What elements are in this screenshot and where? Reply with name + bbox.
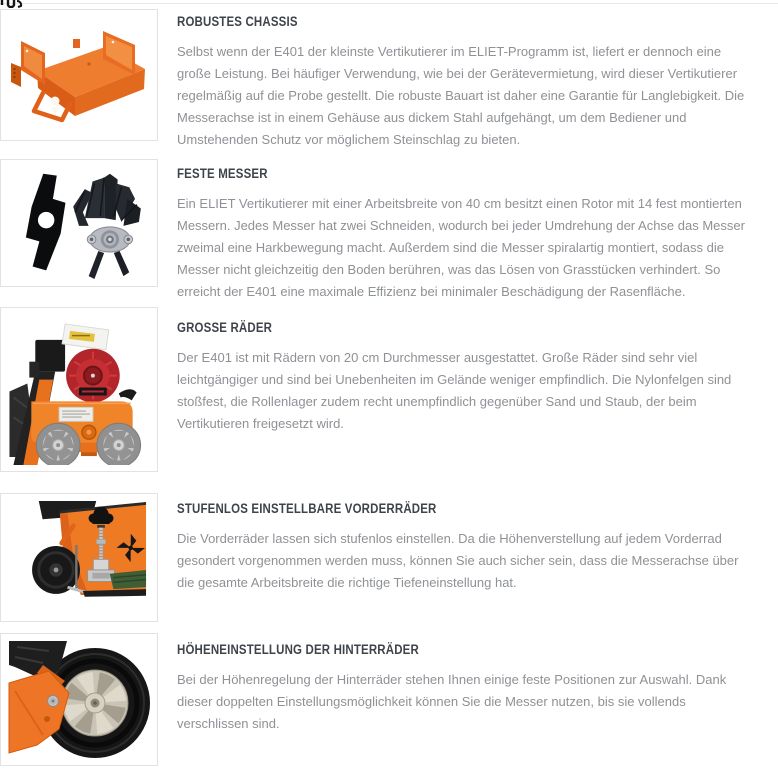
rotor-assembly xyxy=(73,174,141,279)
chassis-illustration xyxy=(8,17,150,133)
feature-image-chassis xyxy=(0,9,158,141)
feature-text-chassis xyxy=(177,9,755,151)
feature-image-raeder xyxy=(0,307,158,472)
feature-text-vorderraeder xyxy=(177,493,755,594)
feature-image-messer xyxy=(0,159,158,287)
cropped-content-fragment xyxy=(0,0,26,8)
feature-image-hinterraeder xyxy=(0,633,158,766)
feature-heading: ROBUSTES CHASSIS xyxy=(177,14,298,29)
feature-heading: HÖHENEINSTELLUNG DER HINTERRÄDER xyxy=(177,642,419,657)
left-wheel xyxy=(36,423,80,465)
scarifier-machine-illustration xyxy=(8,314,150,465)
feature-heading: FESTE MESSER xyxy=(177,166,268,181)
feature-paragraph: Die Vorderräder lassen sich stufenlos einstellen. Da die Höhenverstellung auf jedem Vorderrad gesondert vorgenommen werden muss, können Sie auch sicher sein, dass die Messerachse über die gesamte Arbeitsbreite die richtige Tiefeneinstellung hat. xyxy=(177,531,739,590)
feature-heading: STUFENLOS EINSTELLBARE VORDERRÄDER xyxy=(177,501,437,516)
front-wheel-adjuster-illustration xyxy=(8,501,150,614)
feature-text-hinterraeder xyxy=(177,633,755,735)
feature-text-messer xyxy=(177,159,755,303)
feature-row-vorderraeder xyxy=(0,493,778,622)
feature-row-messer xyxy=(0,159,778,299)
feature-paragraph: Der E401 ist mit Rädern von 20 cm Durchmesser ausgestattet. Große Räder sind sehr viel leichtgängiger und sind bei Unebenheiten im Gelände weniger empfindlich. Die Nylonfelgen sind stoßfest, die Rollenlager zudem recht unempfindlich gegenüber Sand und Staub, der beim Vertikutieren freigesetzt wird. xyxy=(177,350,732,431)
feature-row-chassis xyxy=(0,9,778,147)
rear-wheel-illustration xyxy=(8,641,150,759)
blade-rotor-illustration xyxy=(8,166,150,280)
feature-image-vorderraeder xyxy=(0,493,158,622)
feature-paragraph: Bei der Höhenregelung der Hinterräder stehen Ihnen einige feste Positionen zur Auswahl. Dank dieser doppelten Einstellungsmöglichkeit können Sie die Messer nutzen, bis sie vollends verschlissen sind. xyxy=(177,672,727,731)
right-wheel xyxy=(97,423,141,465)
feature-paragraph: Ein ELIET Vertikutierer mit einer Arbeitsbreite von 40 cm besitzt einen Rotor mit 14 fest montierten Messern. Jedes Messer hat zwei Schneiden, wodurch bei jeder Umdrehung der Achse das Messer zweimal eine Harkbewegung macht. Außerdem sind die Messer spiralartig montiert, sodass die Messer nicht gleichzeitig den Boden berühren, was das Lösen von Grasstücken verhindert. So erreicht der E401 eine maximale Effizienz bei minimaler Beschädigung der Rasenfläche. xyxy=(177,196,745,299)
feature-paragraph: Selbst wenn der E401 der kleinste Vertikutierer im ELIET-Programm ist, liefert er dennoch eine große Leistung. Bei häufiger Verwendung, wie bei der Gerätevermietung, wird dieser Vertikutierer regelmäßig auf die Probe gestellt. Die robuste Bauart ist daher eine Garantie für Langlebigkeit. Die Messerachse ist in einem Gehäuse aus dickem Stahl aufgehängt, um dem Bediener und Umstehenden Schutz vor möglichem Steinschlag zu bieten. xyxy=(177,44,745,147)
feature-text-raeder xyxy=(177,307,755,435)
feature-row-hinterraeder xyxy=(0,633,778,766)
feature-row-raeder xyxy=(0,307,778,472)
feature-heading: GROSSE RÄDER xyxy=(177,320,273,335)
top-divider-line xyxy=(0,3,778,4)
